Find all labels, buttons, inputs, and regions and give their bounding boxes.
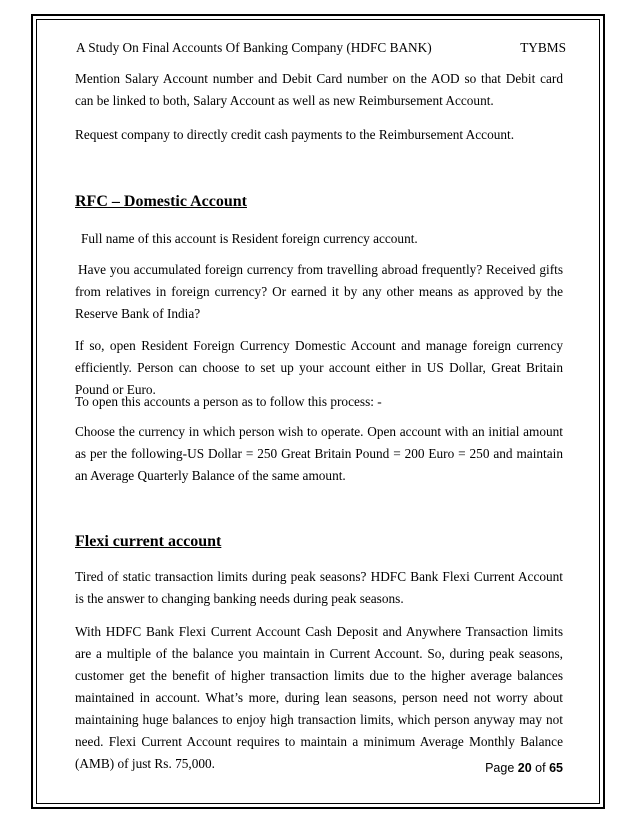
header-course: TYBMS — [520, 40, 566, 55]
rfc-paragraph-1: Full name of this account is Resident foreign currency account. — [81, 231, 418, 246]
header-title: A Study On Final Accounts Of Banking Company (HDFC BANK) — [76, 40, 432, 55]
rfc-heading: RFC – Domestic Account — [75, 193, 247, 210]
flexi-paragraph-2: With HDFC Bank Flexi Current Account Cash Deposit and Anywhere Transaction limits are a multiple of the balance you maintain in Current Account. So, during peak seasons, customer get the benefit of higher transaction limits due to the higher average balances maintained in account. What’s more, during lean seasons, person need not worry about maintaining huge balances to enjoy high transaction limits, which person anyway may not need. Flexi Current Account requires to maintain a minimum Average Monthly Balance (AMB) of just Rs. 75,000. — [75, 624, 563, 771]
flexi-paragraph-1: Tired of static transaction limits during peak seasons? HDFC Bank Flexi Current Account is the answer to changing banking needs during peak seasons. — [75, 569, 563, 606]
flexi-heading: Flexi current account — [75, 533, 222, 550]
page-header — [76, 40, 566, 56]
paragraph-reimbursement: Request company to directly credit cash payments to the Reimbursement Account. — [75, 127, 515, 142]
total-pages: 65 — [549, 761, 563, 775]
rfc-paragraph-5: Choose the currency in which person wish to operate. Open account with an initial amount as per the following-US Dollar = 250 Great Britain Pound = 200 Euro = 250 and maintain an Average Quarterly Balance of the same amount. — [75, 424, 563, 483]
rfc-paragraph-3: If so, open Resident Foreign Currency Domestic Account and manage foreign currency efficiently. Person can choose to set up your account either in US Dollar, Great Britain Pound or Euro. — [75, 338, 563, 397]
of-label: of — [535, 761, 546, 775]
page-footer — [485, 761, 563, 775]
rfc-paragraph-2: Have you accumulated foreign currency from travelling abroad frequently? Received gifts from relatives in foreign currency? Or earned it by any other means as approved by the Reserve Bank of India? — [75, 262, 563, 321]
page-number: 20 — [517, 761, 532, 775]
rfc-paragraph-4: To open this accounts a person as to follow this process: - — [75, 394, 382, 409]
page-label: Page — [485, 761, 515, 775]
paragraph-aod: Mention Salary Account number and Debit Card number on the AOD so that Debit card can be linked to both, Salary Account as well as new Reimbursement Account. — [75, 71, 563, 108]
